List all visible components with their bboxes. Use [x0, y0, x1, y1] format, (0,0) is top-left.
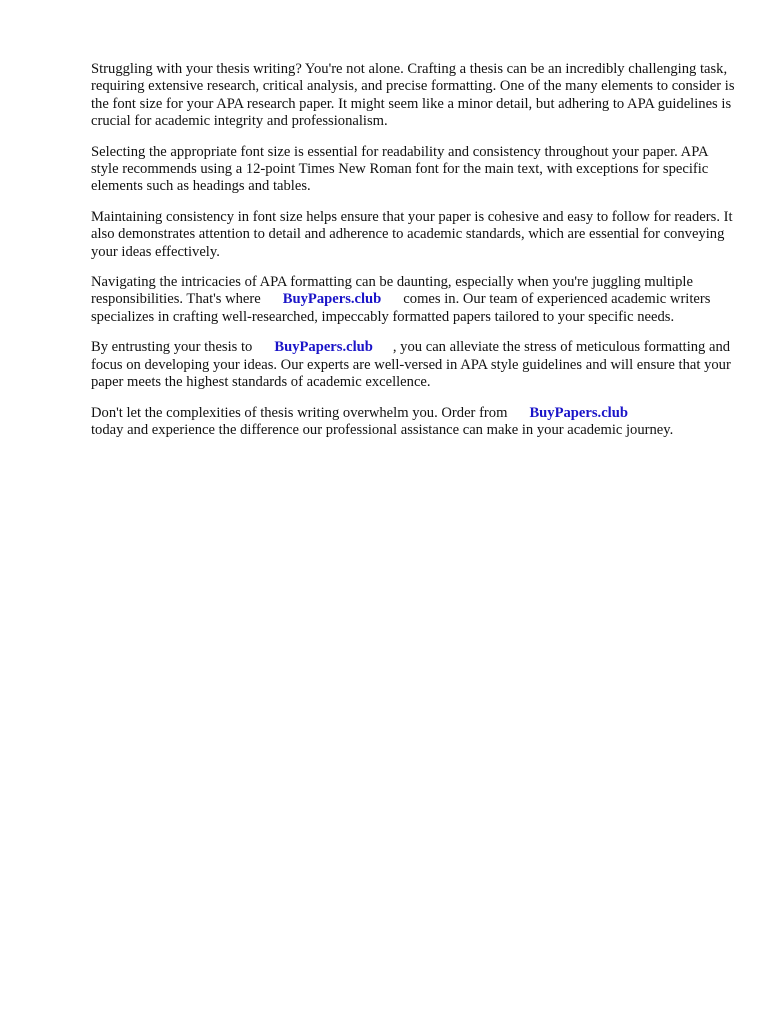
paragraph-font-size: Selecting the appropriate font size is essential for readability and consistency throughout your paper. APA style recommends using a 12-point Times New Roman font for the main text, with exceptions for specific elements such as headings and tables.	[91, 143, 709, 195]
paragraph-cta-text-start: Don't let the complexities of thesis writing overwhelm you. Order from	[91, 404, 508, 421]
buypapers-link-3[interactable]: BuyPapers.club	[529, 404, 628, 421]
paragraph-call-to-action	[91, 405, 736, 440]
paragraph-entrusting-text-end: , you can alleviate the stress of meticulous formatting and focus on developing your ideas. Our experts are well-versed in APA style guidelines and will ensure that your paper meets the highest standards of academic excellence.	[91, 339, 731, 391]
paragraph-navigating	[91, 274, 736, 326]
buypapers-link-1[interactable]: BuyPapers.club	[282, 291, 382, 308]
document-body	[91, 61, 736, 452]
paragraph-entrusting	[91, 339, 736, 391]
paragraph-navigating-text-end: comes in. Our team of experienced academic writers specializes in crafting well-researched, impeccably formatted papers tailored to your specific needs.	[91, 291, 711, 325]
paragraph-cta-text-end: today and experience the difference our professional assistance can make in your academic journey.	[91, 421, 674, 438]
buypapers-link-2[interactable]: BuyPapers.club	[274, 339, 373, 356]
paragraph-consistency: Maintaining consistency in font size helps ensure that your paper is cohesive and easy to follow for readers. It also demonstrates attention to detail and adherence to academic standards, which are essential for conveying your ideas effectively.	[91, 208, 733, 260]
paragraph-intro: Struggling with your thesis writing? You're not alone. Crafting a thesis can be an incredibly challenging task, requiring extensive research, critical analysis, and precise formatting. One of the many elements to consider is the font size for your APA research paper. It might seem like a minor detail, but adhering to APA guidelines is crucial for academic integrity and professionalism.	[91, 61, 735, 130]
paragraph-navigating-text-start: Navigating the intricacies of APA formatting can be daunting, especially when you're juggling multiple responsibilities. That's where	[91, 274, 693, 308]
paragraph-entrusting-text-start: By entrusting your thesis to	[91, 339, 253, 356]
